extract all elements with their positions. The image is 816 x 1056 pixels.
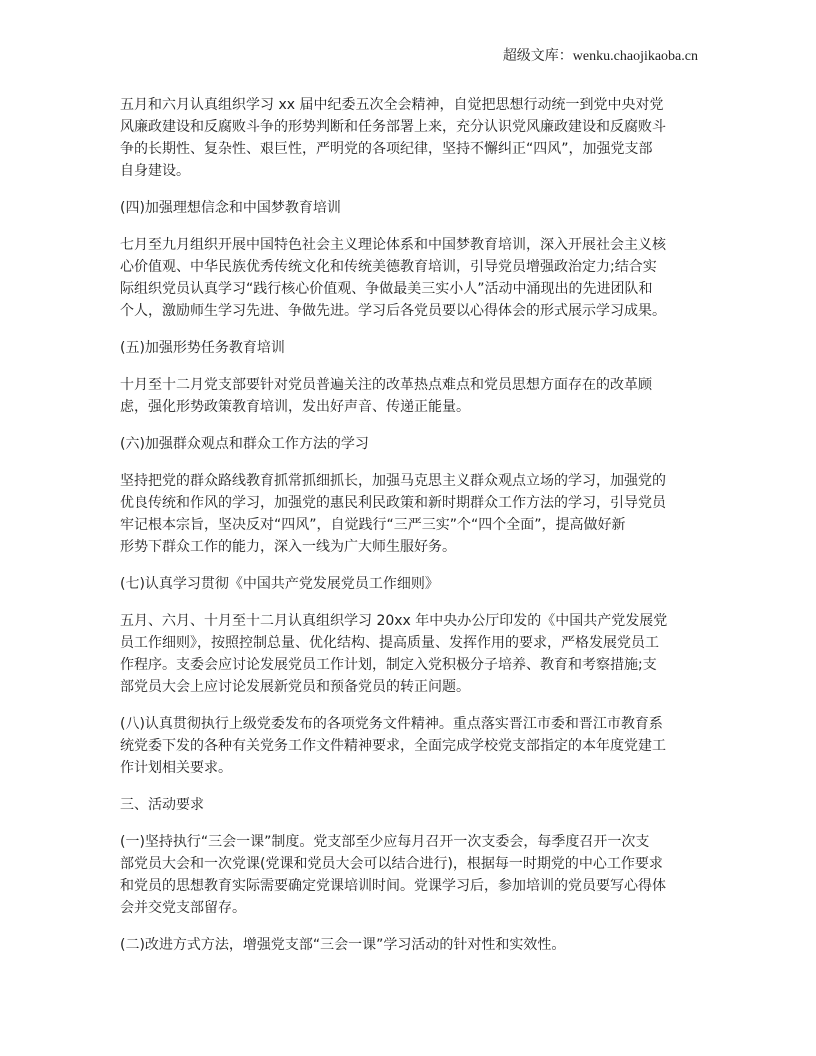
text-line: 员工作细则》，按照控制总量、优化结构、提高质量、发挥作用的要求，严格发展党员工 xyxy=(120,635,659,651)
document-body xyxy=(120,94,700,971)
paragraph xyxy=(120,94,700,182)
text-line: 部党员大会上应讨论发展新党员和预备党员的转正问题。 xyxy=(120,679,470,695)
text-line: (六)加强群众观点和群众工作方法的学习 xyxy=(120,436,369,452)
text-line: 十月至十二月党支部要针对党员普遍关注的改革热点难点和党员思想方面存在的改革顾 xyxy=(120,377,652,393)
text-line: 会并交党支部留存。 xyxy=(120,900,246,916)
site-header: 超级文库：wenku.chaojikaoba.cn xyxy=(502,49,698,64)
text-line: 作程序。支委会应讨论发展党员工作计划，制定入党积极分子培养、教育和考察措施;支 xyxy=(120,657,657,673)
section-heading xyxy=(120,934,700,956)
text-line: (一)坚持执行“三会一课”制度。党支部至少应每月召开一次支委会，每季度召开一次支 xyxy=(120,834,650,850)
section-heading xyxy=(120,197,700,219)
text-line: 坚持把党的群众路线教育抓常抓细抓长，加强马克思主义群众观点立场的学习，加强党的 xyxy=(120,473,666,489)
paragraph xyxy=(120,470,700,558)
section-heading xyxy=(120,573,700,595)
text-line: 和党员的思想教育实际需要确定党课培训时间。党课学习后，参加培训的党员要写心得体 xyxy=(120,878,666,894)
text-line: 际组织党员认真学习“践行核心价值观、争做最美三实小人”活动中涌现出的先进团队和 xyxy=(120,281,653,297)
text-line: (七)认真学习贯彻《中国共产党发展党员工作细则》 xyxy=(120,576,439,592)
text-line: 形势下群众工作的能力，深入一线为广大师生服好务。 xyxy=(120,539,456,555)
text-line: 优良传统和作风的学习，加强党的惠民利民政策和新时期群众工作方法的学习，引导党员 xyxy=(120,495,666,511)
text-line: 牢记根本宗旨，坚决反对“四风”，自觉践行“三严三实”个“四个全面”，提高做好新 xyxy=(120,517,626,533)
text-line: 作计划相关要求。 xyxy=(120,760,232,776)
text-line: 七月至九月组织开展中国特色社会主义理论体系和中国梦教育培训，深入开展社会主义核 xyxy=(120,237,666,253)
text-line: (二)改进方式方法，增强党支部“三会一课”学习活动的针对性和实效性。 xyxy=(120,937,566,953)
text-line: 五月和六月认真组织学习 xx 届中纪委五次全会精神，自觉把思想行动统一到党中央对党 xyxy=(120,97,664,113)
text-line: 风廉政建设和反腐败斗争的形势判断和任务部署上来，充分认识党风廉政建设和反腐败斗 xyxy=(120,119,666,135)
paragraph xyxy=(120,234,700,322)
text-line: (四)加强理想信念和中国梦教育培训 xyxy=(120,200,341,216)
section-heading xyxy=(120,433,700,455)
section-heading xyxy=(120,337,700,359)
text-line: (五)加强形势任务教育培训 xyxy=(120,340,285,356)
text-line: 五月、六月、十月至十二月认真组织学习 20xx 年中央办公厅印发的《中国共产党发展党 xyxy=(120,613,668,629)
paragraph xyxy=(120,610,700,698)
text-line: 统党委下发的各种有关党务工作文件精神要求，全面完成学校党支部指定的本年度党建工 xyxy=(120,738,666,754)
paragraph xyxy=(120,831,700,919)
text-line: (八)认真贯彻执行上级党委发布的各项党务文件精神。重点落实晋江市委和晋江市教育系 xyxy=(120,716,663,732)
text-line: 争的长期性、复杂性、艰巨性，严明党的各项纪律，坚持不懈纠正“四风”，加强党支部 xyxy=(120,141,653,157)
text-line: 部党员大会和一次党课(党课和党员大会可以结合进行)，根据每一时期党的中心工作要求 xyxy=(120,856,663,872)
text-line: 心价值观、中华民族优秀传统文化和传统美德教育培训，引导党员增强政治定力;结合实 xyxy=(120,259,657,275)
section-heading xyxy=(120,794,700,816)
text-line: 自身建设。 xyxy=(120,163,190,179)
text-line: 个人，激励师生学习先进、争做先进。学习后各党员要以心得体会的形式展示学习成果。 xyxy=(120,303,666,319)
text-line: 虑，强化形势政策教育培训，发出好声音、传递正能量。 xyxy=(120,399,470,415)
paragraph xyxy=(120,374,700,418)
text-line: 三、活动要求 xyxy=(120,797,204,813)
paragraph xyxy=(120,713,700,779)
